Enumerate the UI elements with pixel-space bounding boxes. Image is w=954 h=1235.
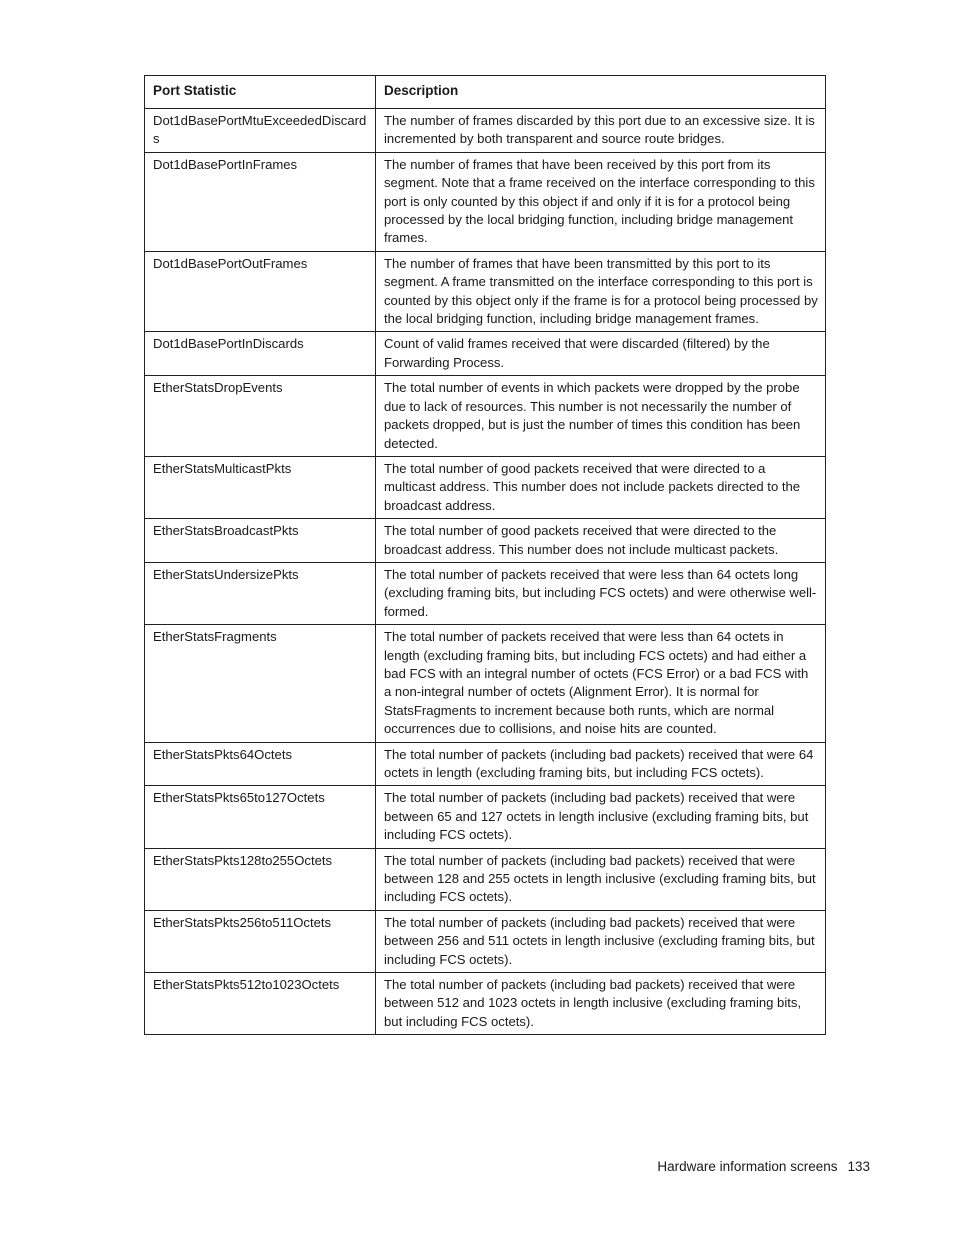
statistic-name: EtherStatsPkts256to511Octets: [145, 910, 376, 972]
statistic-name: EtherStatsMulticastPkts: [145, 456, 376, 518]
table-row: [145, 910, 826, 972]
statistic-description: The total number of packets received that were less than 64 octets in length (excluding framing bits, but including FCS octets) and had either a bad FCS with an integral number of octets (FCS Error) or a bad FCS with a non-integral number of octets (Alignment Error). It is normal for StatsFragments to increment because both runts, which are normal occurrences due to collisions, and noise hits are counted.: [376, 625, 826, 742]
table-row: [145, 376, 826, 457]
table-header-row: [145, 76, 826, 109]
page-number: 133: [847, 1159, 870, 1174]
statistic-description: The total number of packets (including bad packets) received that were 64 octets in length (excluding framing bits, but including FCS octets).: [376, 742, 826, 786]
statistic-name: EtherStatsFragments: [145, 625, 376, 742]
statistic-description: Count of valid frames received that were discarded (filtered) by the Forwarding Process.: [376, 332, 826, 376]
statistic-name: Dot1dBasePortInFrames: [145, 152, 376, 251]
table-row: [145, 562, 826, 624]
table-row: [145, 519, 826, 563]
table-row: [145, 251, 826, 332]
table-row: [145, 848, 826, 910]
statistic-description: The total number of packets received that were less than 64 octets long (excluding framing bits, but including FCS octets) and were otherwise well-formed.: [376, 562, 826, 624]
table-row: [145, 973, 826, 1035]
statistic-description: The number of frames that have been received by this port from its segment. Note that a frame received on the interface corresponding to this port is only counted by this object if and only if it is for a protocol being processed by the local bridging function, including bridge management frames.: [376, 152, 826, 251]
statistic-description: The total number of packets (including bad packets) received that were between 256 and 511 octets in length inclusive (excluding framing bits, but including FCS octets).: [376, 910, 826, 972]
statistic-name: Dot1dBasePortOutFrames: [145, 251, 376, 332]
statistic-name: EtherStatsDropEvents: [145, 376, 376, 457]
table-row: [145, 742, 826, 786]
footer-section-title: Hardware information screens: [657, 1159, 838, 1174]
statistic-name: EtherStatsUndersizePkts: [145, 562, 376, 624]
port-statistics-table: [144, 75, 826, 1035]
table-row: [145, 456, 826, 518]
header-port-statistic: Port Statistic: [145, 76, 376, 109]
statistic-description: The total number of packets (including bad packets) received that were between 128 and 255 octets in length inclusive (excluding framing bits, but including FCS octets).: [376, 848, 826, 910]
statistic-description: The total number of good packets received that were directed to a multicast address. This number does not include packets directed to the broadcast address.: [376, 456, 826, 518]
statistic-description: The number of frames discarded by this port due to an excessive size. It is incremented by both transparent and source route bridges.: [376, 109, 826, 153]
statistic-description: The total number of packets (including bad packets) received that were between 512 and 1023 octets in length inclusive (excluding framing bits, but including FCS octets).: [376, 973, 826, 1035]
table-row: [145, 625, 826, 742]
table-row: [145, 786, 826, 848]
statistic-name: Dot1dBasePortInDiscards: [145, 332, 376, 376]
statistic-name: EtherStatsPkts128to255Octets: [145, 848, 376, 910]
statistic-description: The number of frames that have been transmitted by this port to its segment. A frame transmitted on the interface corresponding to this port is counted by this object only if the frame is for a protocol being processed by the local bridging function, including bridge management frames.: [376, 251, 826, 332]
table-row: [145, 109, 826, 153]
statistic-name: EtherStatsBroadcastPkts: [145, 519, 376, 563]
header-description: Description: [376, 76, 826, 109]
table-row: [145, 152, 826, 251]
statistic-name: EtherStatsPkts512to1023Octets: [145, 973, 376, 1035]
page-footer: [560, 1158, 870, 1176]
statistic-name: EtherStatsPkts65to127Octets: [145, 786, 376, 848]
statistic-name: Dot1dBasePortMtuExceededDiscards: [145, 109, 376, 153]
statistic-description: The total number of good packets received that were directed to the broadcast address. This number does not include multicast packets.: [376, 519, 826, 563]
statistic-description: The total number of events in which packets were dropped by the probe due to lack of resources. This number is not necessarily the number of packets dropped, but is just the number of times this condition has been detected.: [376, 376, 826, 457]
statistic-name: EtherStatsPkts64Octets: [145, 742, 376, 786]
statistic-description: The total number of packets (including bad packets) received that were between 65 and 127 octets in length inclusive (excluding framing bits, but including FCS octets).: [376, 786, 826, 848]
table-row: [145, 332, 826, 376]
